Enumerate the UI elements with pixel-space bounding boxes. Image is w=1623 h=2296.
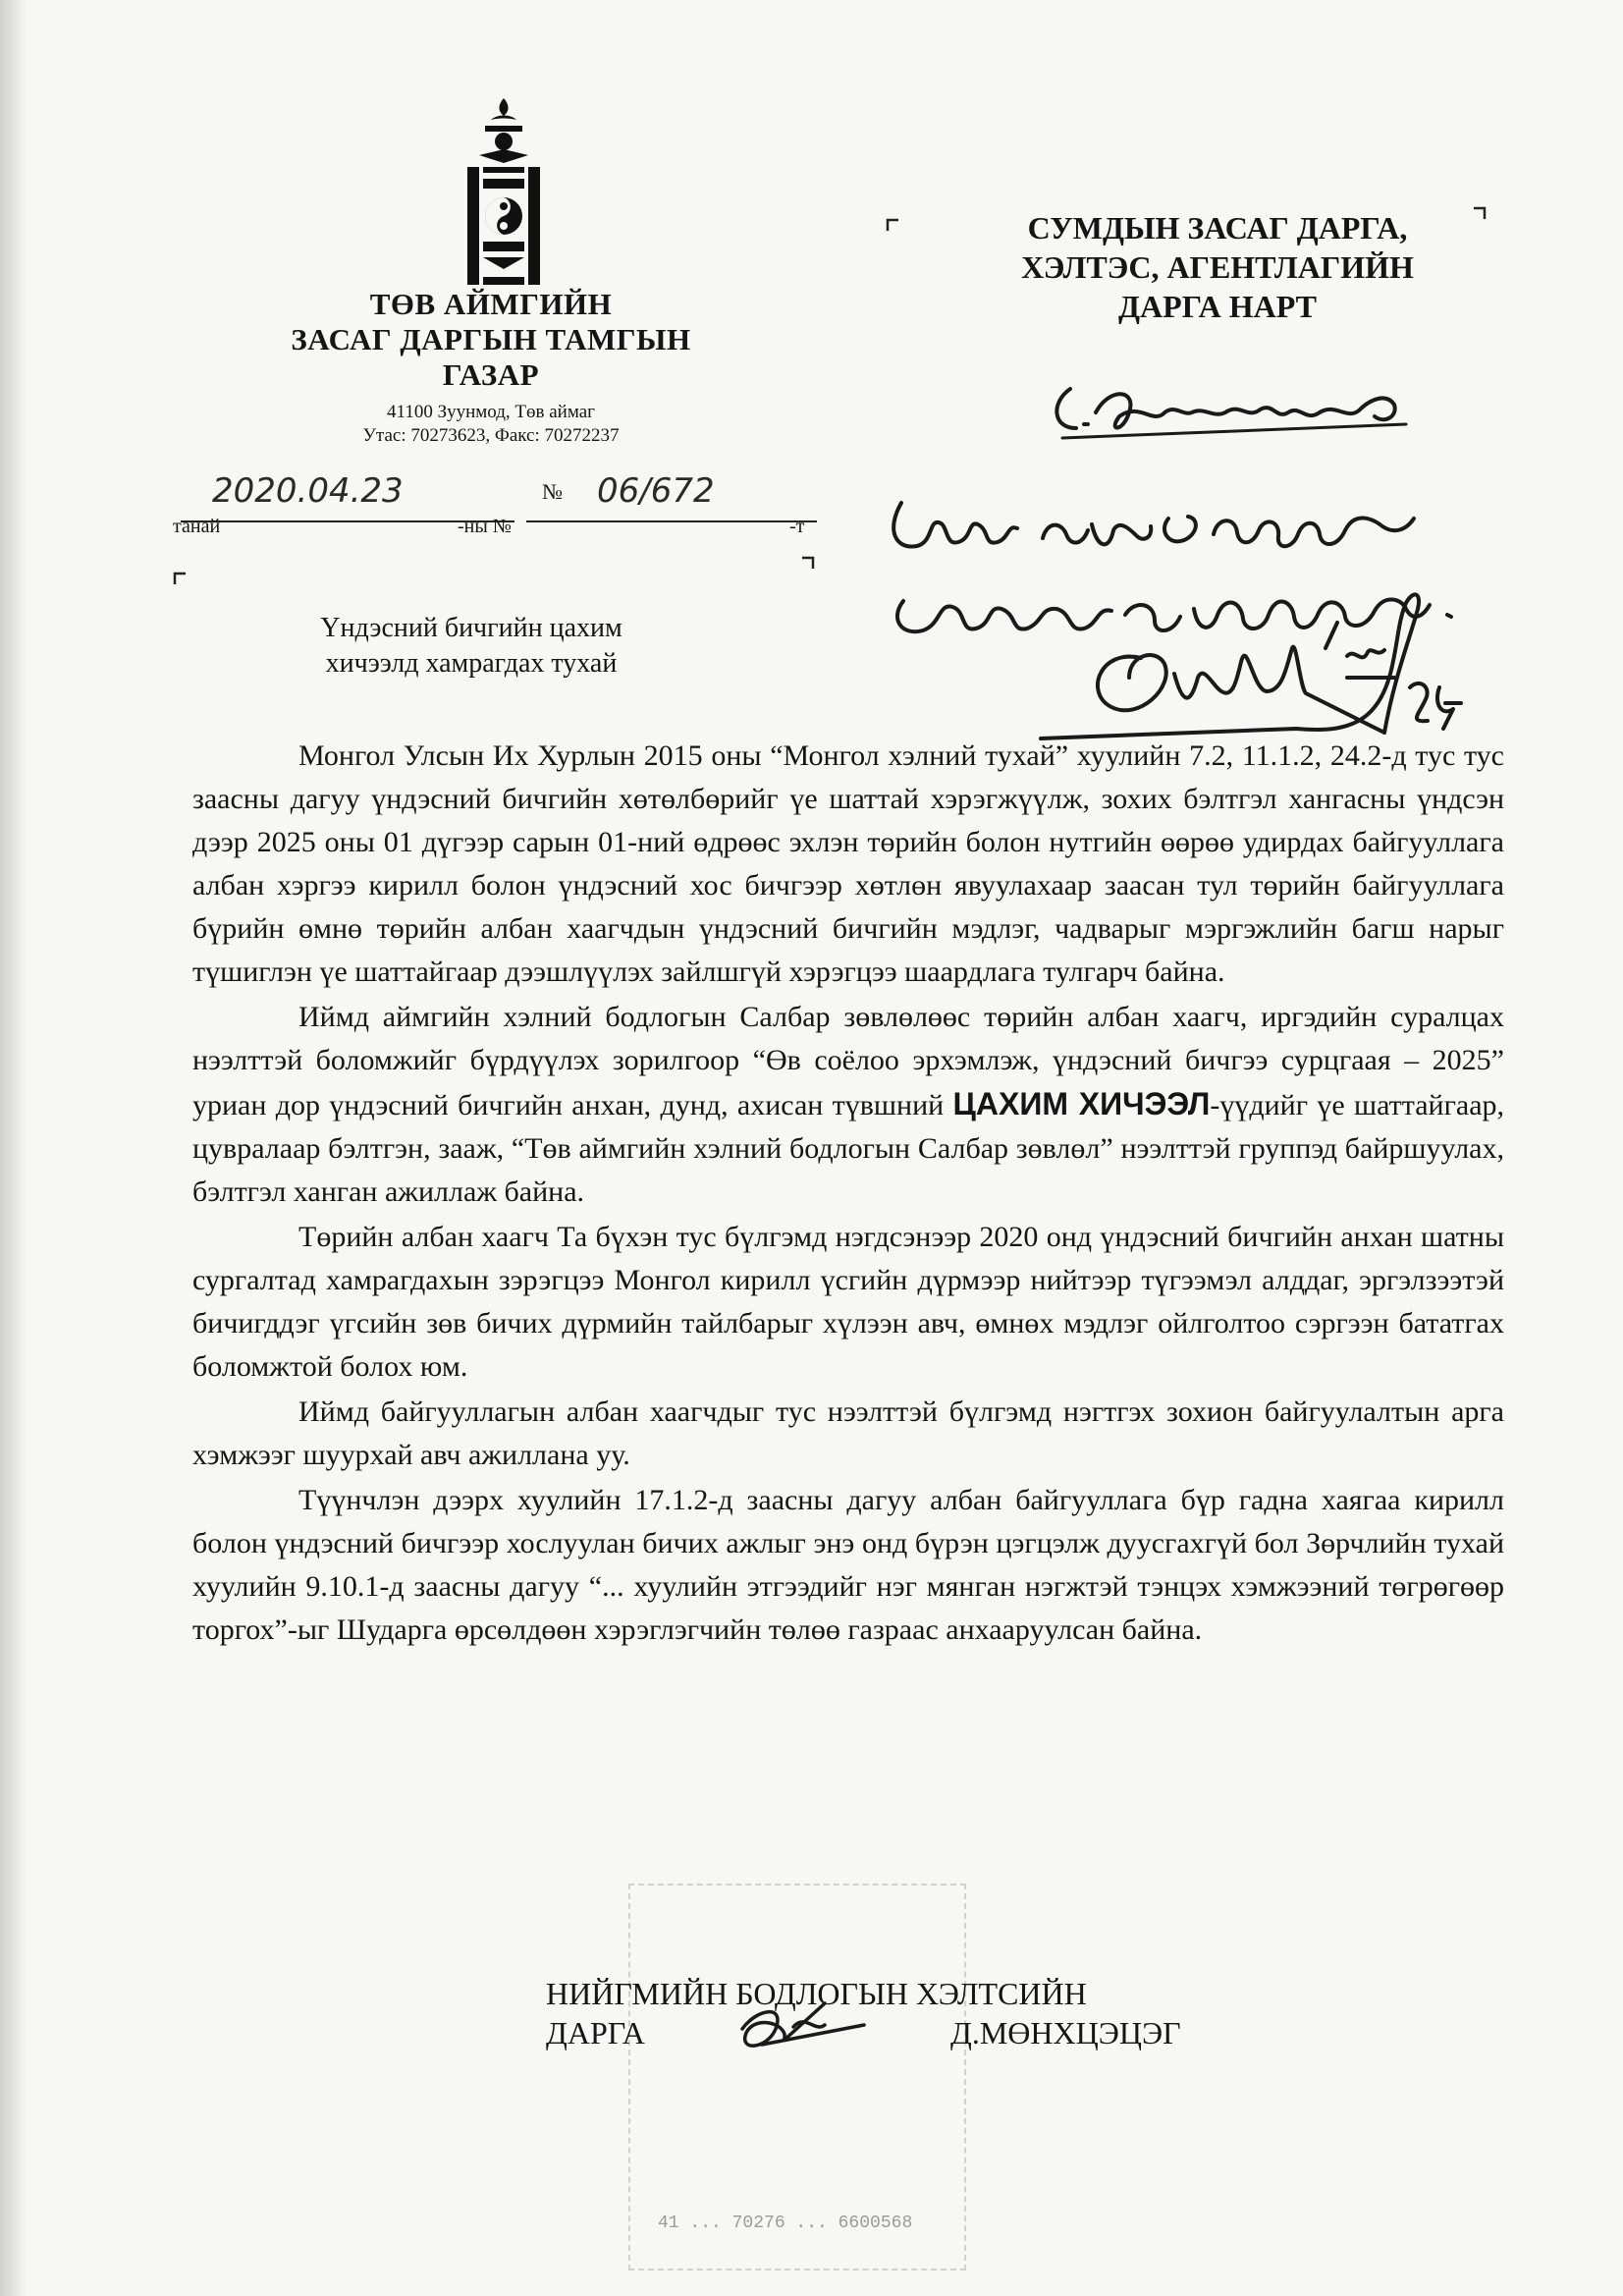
body-paragraph-5: Түүнчлэн дээрх хуулийн 17.1.2-д заасны дагуу албан байгууллага бүр гадна хаягаа кирилл болон үндэсний бичгээр хослуулан бичих ажлыг энэ онд бүрэн цэгцэлж дуусгахгүй бол Зөрчлийн тухай хуулийн 9.10.1-д заасны дагуу “... хуулийн этгээдийг нэг мянган нэгжтэй тэнцэх хэмжээний төгрөгөөр торгох”-ыг Шударга өрсөлдөөн хэрэглэгчийн төлөө газраас анхааруулсан байна. bbox=[192, 1484, 1504, 1646]
label-ny-no: -ны № bbox=[458, 516, 512, 537]
paragraph-2-text-end: -үүдийг үе шаттайгаар, цувралаар бэлтгэн, зааж, “Төв аймгийн хэлний бодлогын Салбар зөвлөл” нээлттэй группэд байршуулах, бэлтгэл ханган ажиллаж байна. bbox=[192, 1089, 1505, 1208]
handwritten-number: 06/672 bbox=[597, 471, 715, 511]
signer-position: ДАРГА bbox=[546, 2015, 645, 2050]
body-paragraph-4: Иймд байгууллагын албан хаагчдыг тус нээлттэй бүлгэмд нэгтгэх зохион байгуулалтын арга хэмжээг шуурхай авч ажиллана уу. bbox=[192, 1395, 1504, 1471]
body-paragraph-1: Монгол Улсын Их Хурлын 2015 оны “Монгол хэлний тухай” хуулийн 7.2, 11.1.2, 24.2-д тус тус заасны дагуу үндэсний бичгийн хөтөлбөрийг үе шаттай хэрэгжүүлж, зохих бэлтгэл хангасны үндсэн дээр 2025 оны 01 дүгээр сарын 01-ний өдрөөс эхлэн төрийн болон нутгийн өөрөө удирдах байгууллага албан хэргээ кирилл болон үндэсний хос бичгээр хөтлөн явуулахаар заасан тул төрийн байгууллага бүрийн өмнө төрийн албан хаагчдын үндэсний бичгийн мэдлэг, чадварыг мэргэжлийн багш нарыг түшиглэн үе шаттайгаар дээшлүүлэх зайлшгүй хэрэгцээ шаардлага тулгарч байна. bbox=[192, 739, 1504, 988]
signer-name: Д.МӨНХЦЭЦЭГ bbox=[950, 2015, 1181, 2050]
org-name-line-1: ТӨВ АЙМГИЙН bbox=[369, 287, 613, 321]
label-t: -т bbox=[789, 516, 805, 537]
stamp-serial: 41 ... 70276 ... 6600568 bbox=[658, 2214, 913, 2233]
label-tanai: танай bbox=[173, 516, 221, 537]
org-contacts: Утас: 70273623, Факс: 70272237 bbox=[362, 425, 620, 446]
addressee-line-2: ХЭЛТЭС, АГЕНТЛАГИЙН bbox=[1021, 249, 1414, 285]
subject-line-1: Үндэсний бичгийн цахим bbox=[320, 613, 622, 643]
digital-lesson-emphasis: ЦАХИМ ХИЧЭЭЛ bbox=[952, 1086, 1211, 1121]
body-paragraph-3: Төрийн албан хаагч Та бүхэн тус бүлгэмд нэгдсэнээр 2020 онд үндэсний бичгийн анхан шатны сургалтад хамрагдахын зэрэгцээ Монгол кирилл үсгийн дүрмээр нийтээр түгээмэл алддаг, эргэлзээтэй бичигддэг үгсийн зөв бичих дүрмийн тайлбарыг хүлээн авч, өмнөх мэдлэг ойлголтоо сэргээн бататгах боломжтой болох юм. bbox=[192, 1221, 1504, 1383]
handwritten-date: 2020.04.23 bbox=[212, 471, 404, 511]
number-sign: № bbox=[542, 479, 563, 504]
paragraph-2-text-start: Иймд аймгийн хэлний бодлогын Салбар зөвлөлөөс төрийн албан хаагч, иргэдийн суралцах нээлттэй боломжийг бүрдүүлэх зорилгоор “Өв соёлоо эрхэмлэж, үндэсний бичгээ сурцгаая – 2025” уриан дор үндэсний бичгийн анхан, дунд, ахисан түвшний bbox=[192, 1001, 1504, 1121]
addressee-line-3: ДАРГА НАРТ bbox=[1118, 289, 1317, 324]
org-name-line-2: ЗАСАГ ДАРГЫН ТАМГЫН bbox=[291, 322, 691, 356]
subject-line-2: хичээлд хамрагдах тухай bbox=[325, 648, 618, 679]
signer-department: НИЙГМИЙН БОДЛОГЫН ХЭЛТСИЙН bbox=[546, 1976, 1087, 2011]
org-address: 41100 Зуунмод, Төв аймаг bbox=[387, 402, 595, 422]
addressee-line-1: СУМДЫН ЗАСАГ ДАРГА, bbox=[1027, 210, 1408, 246]
org-name-line-3: ГАЗАР bbox=[442, 357, 540, 392]
